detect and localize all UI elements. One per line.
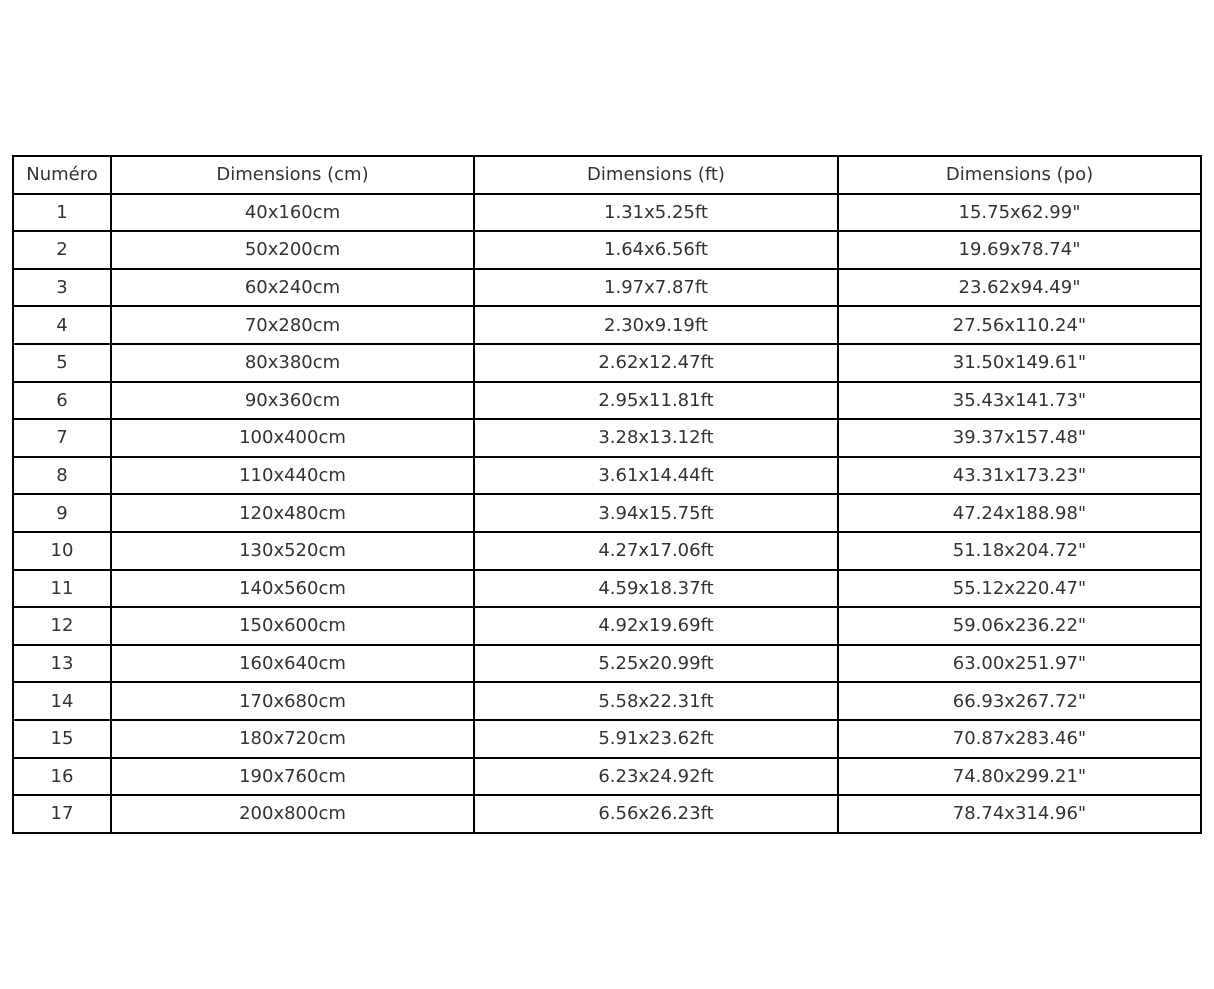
- cell-cm: 180x720cm: [111, 720, 474, 758]
- dimensions-table-container: [12, 155, 1200, 834]
- cell-po: 63.00x251.97": [838, 645, 1201, 683]
- cell-numero: 17: [13, 795, 111, 833]
- cell-ft: 3.94x15.75ft: [474, 494, 838, 532]
- cell-cm: 170x680cm: [111, 682, 474, 720]
- cell-ft: 4.59x18.37ft: [474, 570, 838, 608]
- cell-po: 27.56x110.24": [838, 306, 1201, 344]
- cell-cm: 200x800cm: [111, 795, 474, 833]
- cell-numero: 3: [13, 269, 111, 307]
- cell-cm: 80x380cm: [111, 344, 474, 382]
- cell-numero: 4: [13, 306, 111, 344]
- cell-cm: 60x240cm: [111, 269, 474, 307]
- cell-numero: 5: [13, 344, 111, 382]
- cell-ft: 3.28x13.12ft: [474, 419, 838, 457]
- cell-ft: 3.61x14.44ft: [474, 457, 838, 495]
- cell-po: 51.18x204.72": [838, 532, 1201, 570]
- cell-po: 31.50x149.61": [838, 344, 1201, 382]
- cell-cm: 120x480cm: [111, 494, 474, 532]
- cell-po: 15.75x62.99": [838, 194, 1201, 232]
- cell-cm: 90x360cm: [111, 382, 474, 420]
- cell-cm: 50x200cm: [111, 231, 474, 269]
- column-header-cm: Dimensions (cm): [111, 156, 474, 194]
- cell-ft: 1.64x6.56ft: [474, 231, 838, 269]
- cell-po: 35.43x141.73": [838, 382, 1201, 420]
- cell-cm: 190x760cm: [111, 758, 474, 796]
- cell-cm: 70x280cm: [111, 306, 474, 344]
- table-row: [13, 570, 1201, 608]
- cell-ft: 2.62x12.47ft: [474, 344, 838, 382]
- cell-po: 74.80x299.21": [838, 758, 1201, 796]
- cell-po: 66.93x267.72": [838, 682, 1201, 720]
- cell-ft: 4.92x19.69ft: [474, 607, 838, 645]
- cell-po: 70.87x283.46": [838, 720, 1201, 758]
- cell-po: 23.62x94.49": [838, 269, 1201, 307]
- table-row: [13, 269, 1201, 307]
- cell-numero: 6: [13, 382, 111, 420]
- cell-cm: 40x160cm: [111, 194, 474, 232]
- cell-numero: 11: [13, 570, 111, 608]
- table-row: [13, 795, 1201, 833]
- column-header-numero: Numéro: [13, 156, 111, 194]
- cell-ft: 5.25x20.99ft: [474, 645, 838, 683]
- table-row: [13, 532, 1201, 570]
- cell-ft: 2.95x11.81ft: [474, 382, 838, 420]
- cell-numero: 15: [13, 720, 111, 758]
- cell-numero: 7: [13, 419, 111, 457]
- cell-po: 43.31x173.23": [838, 457, 1201, 495]
- cell-cm: 130x520cm: [111, 532, 474, 570]
- cell-ft: 5.91x23.62ft: [474, 720, 838, 758]
- table-row: [13, 758, 1201, 796]
- table-body: [13, 194, 1201, 833]
- cell-cm: 150x600cm: [111, 607, 474, 645]
- cell-numero: 16: [13, 758, 111, 796]
- cell-ft: 4.27x17.06ft: [474, 532, 838, 570]
- table-row: [13, 720, 1201, 758]
- cell-cm: 100x400cm: [111, 419, 474, 457]
- cell-numero: 10: [13, 532, 111, 570]
- cell-ft: 1.31x5.25ft: [474, 194, 838, 232]
- cell-numero: 2: [13, 231, 111, 269]
- cell-cm: 140x560cm: [111, 570, 474, 608]
- header-row: [13, 156, 1201, 194]
- cell-ft: 6.23x24.92ft: [474, 758, 838, 796]
- cell-po: 59.06x236.22": [838, 607, 1201, 645]
- cell-numero: 9: [13, 494, 111, 532]
- cell-numero: 14: [13, 682, 111, 720]
- cell-po: 55.12x220.47": [838, 570, 1201, 608]
- table-header: [13, 156, 1201, 194]
- table-row: [13, 382, 1201, 420]
- cell-cm: 160x640cm: [111, 645, 474, 683]
- cell-numero: 13: [13, 645, 111, 683]
- cell-ft: 2.30x9.19ft: [474, 306, 838, 344]
- cell-cm: 110x440cm: [111, 457, 474, 495]
- cell-ft: 6.56x26.23ft: [474, 795, 838, 833]
- table-row: [13, 494, 1201, 532]
- cell-po: 19.69x78.74": [838, 231, 1201, 269]
- table-row: [13, 457, 1201, 495]
- cell-numero: 12: [13, 607, 111, 645]
- cell-ft: 5.58x22.31ft: [474, 682, 838, 720]
- table-row: [13, 645, 1201, 683]
- cell-numero: 1: [13, 194, 111, 232]
- dimensions-table: [12, 155, 1202, 834]
- table-row: [13, 231, 1201, 269]
- table-row: [13, 194, 1201, 232]
- table-row: [13, 682, 1201, 720]
- column-header-po: Dimensions (po): [838, 156, 1201, 194]
- cell-numero: 8: [13, 457, 111, 495]
- table-row: [13, 344, 1201, 382]
- table-row: [13, 607, 1201, 645]
- cell-po: 47.24x188.98": [838, 494, 1201, 532]
- column-header-ft: Dimensions (ft): [474, 156, 838, 194]
- cell-ft: 1.97x7.87ft: [474, 269, 838, 307]
- table-row: [13, 419, 1201, 457]
- table-row: [13, 306, 1201, 344]
- cell-po: 78.74x314.96": [838, 795, 1201, 833]
- cell-po: 39.37x157.48": [838, 419, 1201, 457]
